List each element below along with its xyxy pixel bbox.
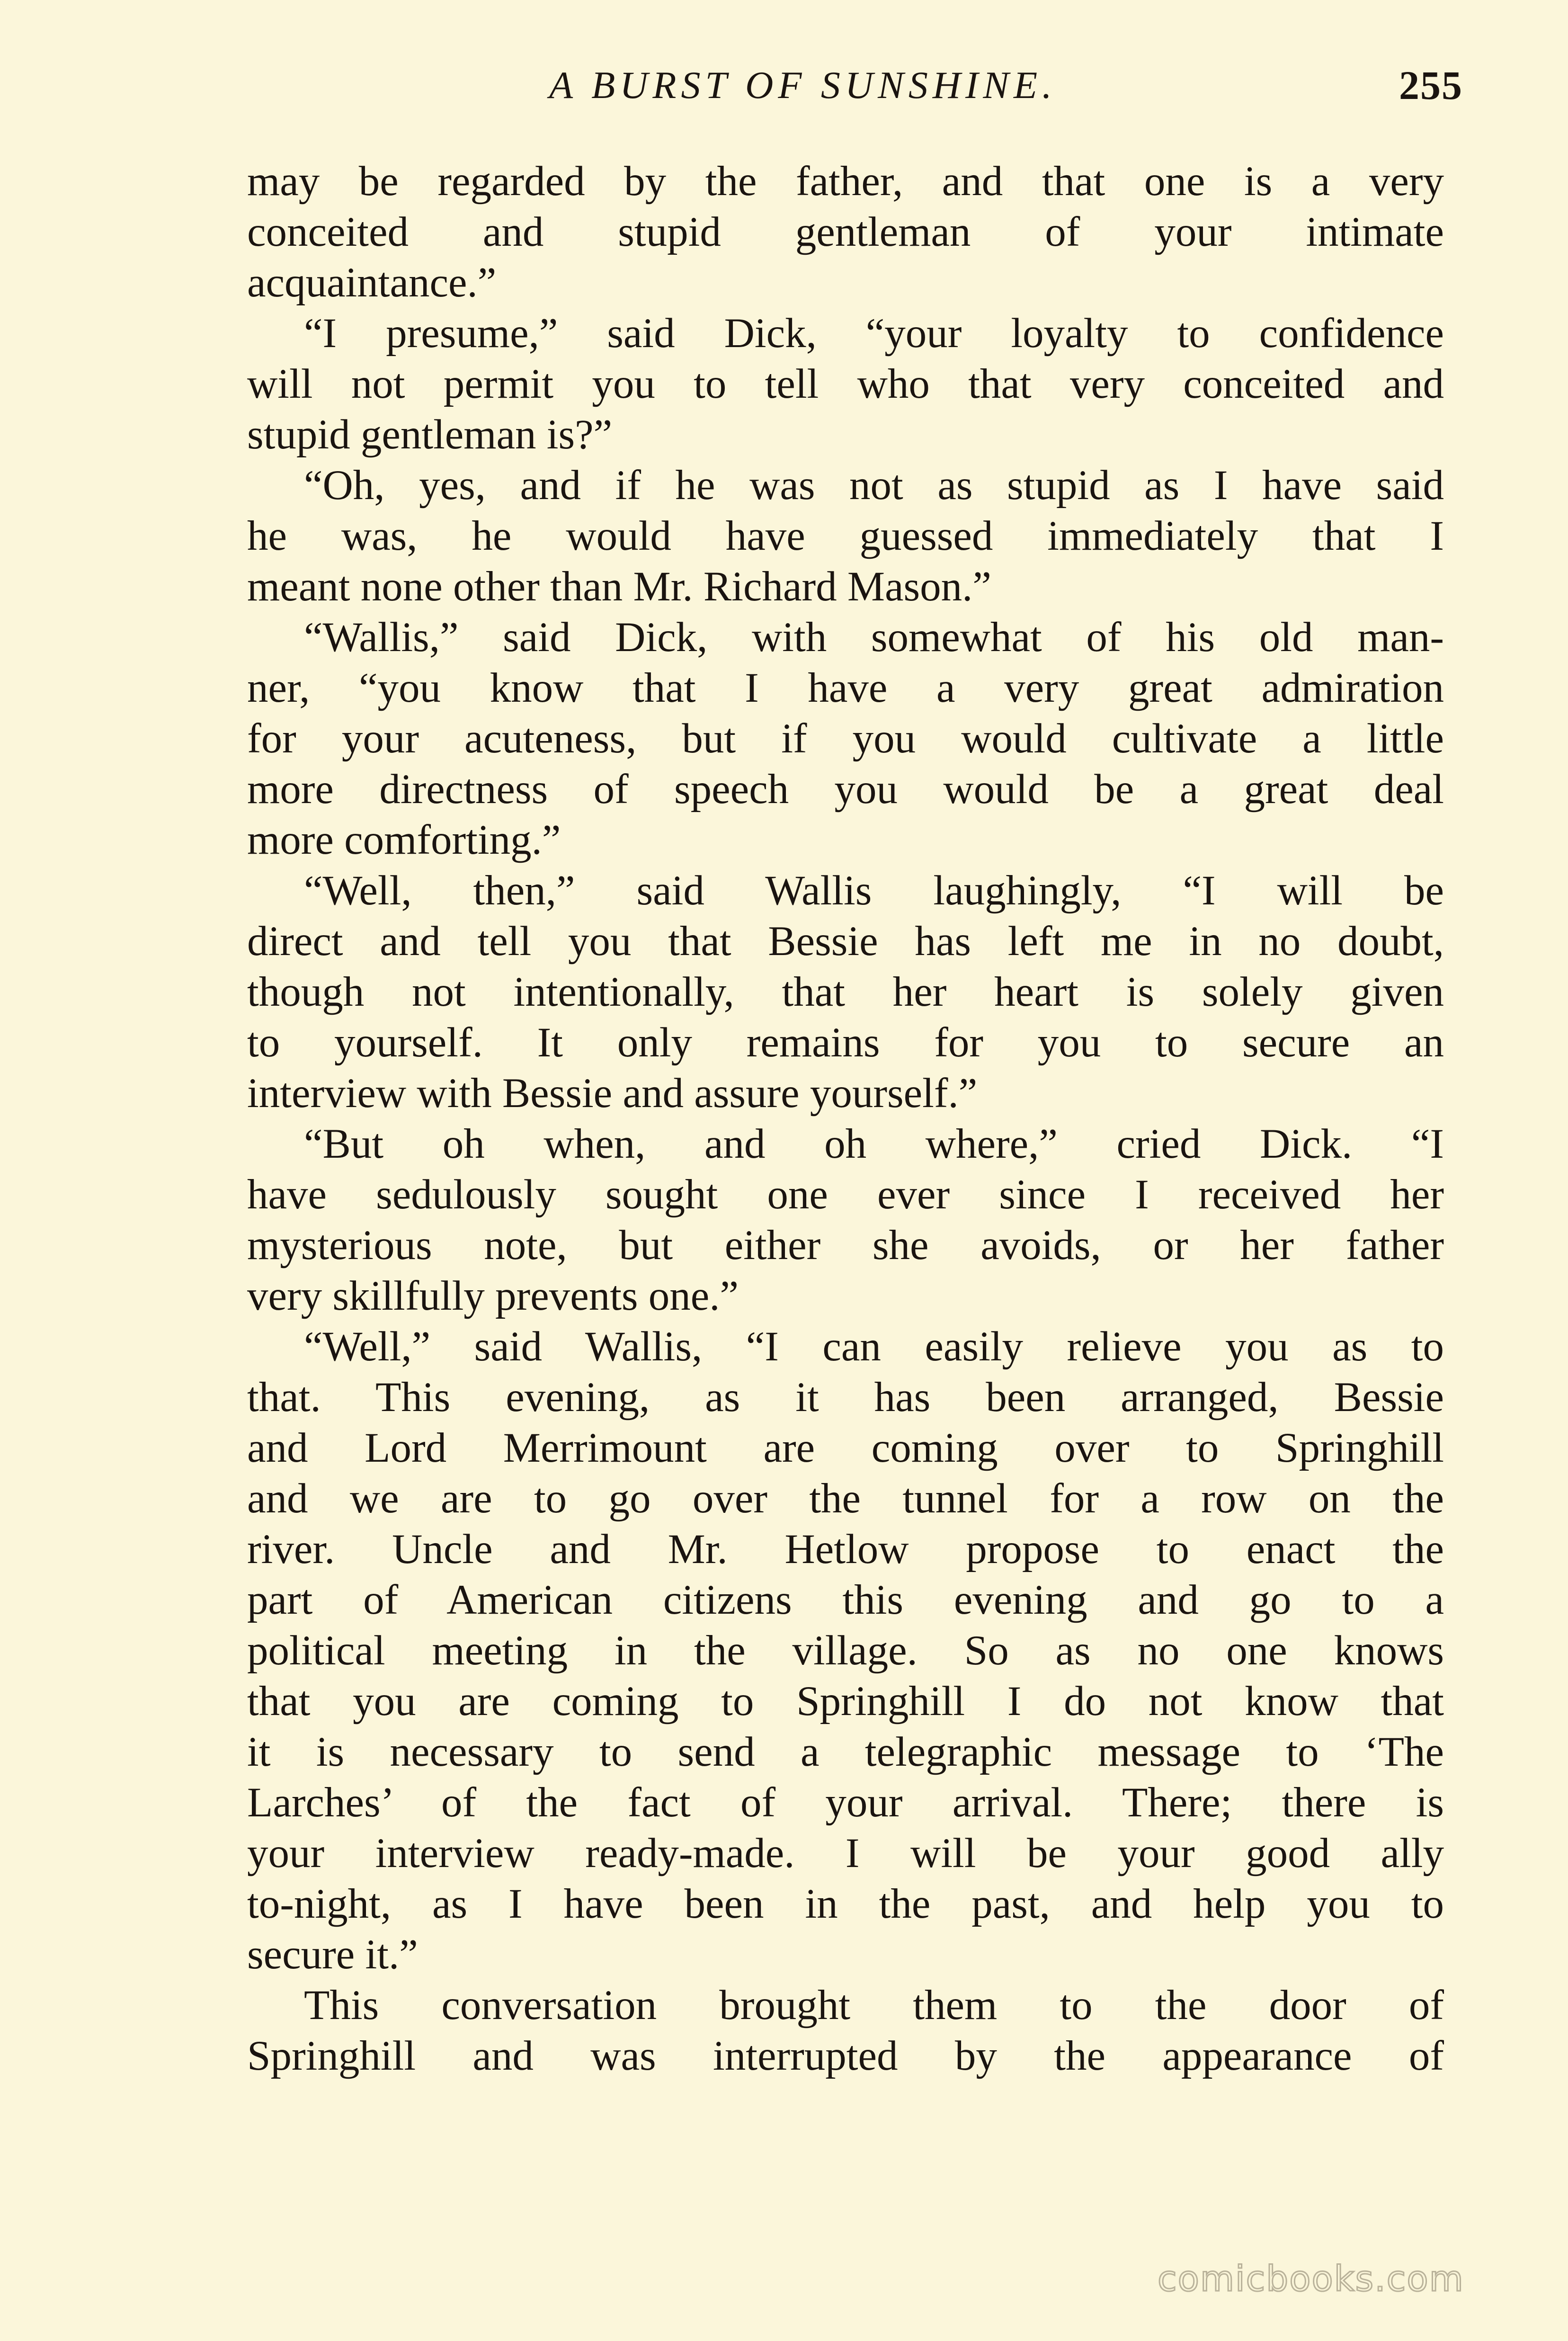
text-line: that. This evening, as it has been arranged, Bessie [247,1374,1444,1421]
text-line: “Wallis,” said Dick, with somewhat of his old man- [304,614,1444,661]
text-line: it is necessary to send a telegraphic message to ‘The [247,1729,1444,1775]
text-line: he was, he would have guessed immediately that I [247,513,1444,559]
text-line: conceited and stupid gentleman of your intimate [247,209,1444,255]
text-line: for your acuteness, but if you would cultivate a little [247,715,1444,762]
text-line: mysterious note, but either she avoids, or her father [247,1222,1444,1269]
text-line: Larches’ of the fact of your arrival. There; there is [247,1779,1444,1826]
text-line: very skillfully prevents one.” [247,1273,739,1319]
text-line: stupid gentleman is?” [247,411,613,458]
text-line: secure it.” [247,1931,418,1978]
text-line: have sedulously sought one ever since I received her [247,1171,1444,1218]
text-line: that you are coming to Springhill I do not know that [247,1678,1444,1724]
text-line: more comforting.” [247,817,561,863]
text-line: interview with Bessie and assure yourself.” [247,1070,978,1117]
text-line: “Oh, yes, and if he was not as stupid as I have said [304,462,1444,509]
text-line: direct and tell you that Bessie has left me in no doubt, [247,918,1444,965]
text-line: and we are to go over the tunnel for a row on the [247,1475,1444,1522]
text-line: will not permit you to tell who that very conceited and [247,361,1444,407]
text-line: to-night, as I have been in the past, and help you to [247,1881,1444,1927]
text-line: to yourself. It only remains for you to secure an [247,1019,1444,1066]
text-line: river. Uncle and Mr. Hetlow propose to enact the [247,1526,1444,1573]
running-title: A BURST OF SUNSHINE. [549,63,1057,107]
text-line: acquaintance.” [247,259,497,306]
page-number: 255 [1399,63,1463,108]
text-line: political meeting in the village. So as no one knows [247,1627,1444,1674]
text-line: meant none other than Mr. Richard Mason.” [247,563,991,610]
text-line: more directness of speech you would be a great deal [247,766,1444,813]
running-head [0,57,1568,114]
body-text [247,156,1444,2082]
text-line: “Well, then,” said Wallis laughingly, “I will be [304,867,1444,914]
text-line: may be regarded by the father, and that one is a very [247,158,1444,205]
text-line: and Lord Merrimount are coming over to Springhill [247,1425,1444,1471]
text-line: part of American citizens this evening and go to a [247,1577,1444,1623]
text-line: though not intentionally, that her heart is solely given [247,969,1444,1015]
text-line: “I presume,” said Dick, “your loyalty to confidence [304,310,1444,357]
text-line: This conversation brought them to the door of [304,1982,1444,2028]
text-line: ner, “you know that I have a very great admiration [247,665,1444,711]
text-line: your interview ready-made. I will be your good ally [247,1830,1444,1876]
watermark-text: comicbooks.com [1158,2259,1464,2299]
text-line: Springhill and was interrupted by the appearance of [247,2033,1444,2079]
text-line: “But oh when, and oh where,” cried Dick. “I [304,1121,1444,1167]
text-line: “Well,” said Wallis, “I can easily relieve you as to [304,1323,1444,1370]
